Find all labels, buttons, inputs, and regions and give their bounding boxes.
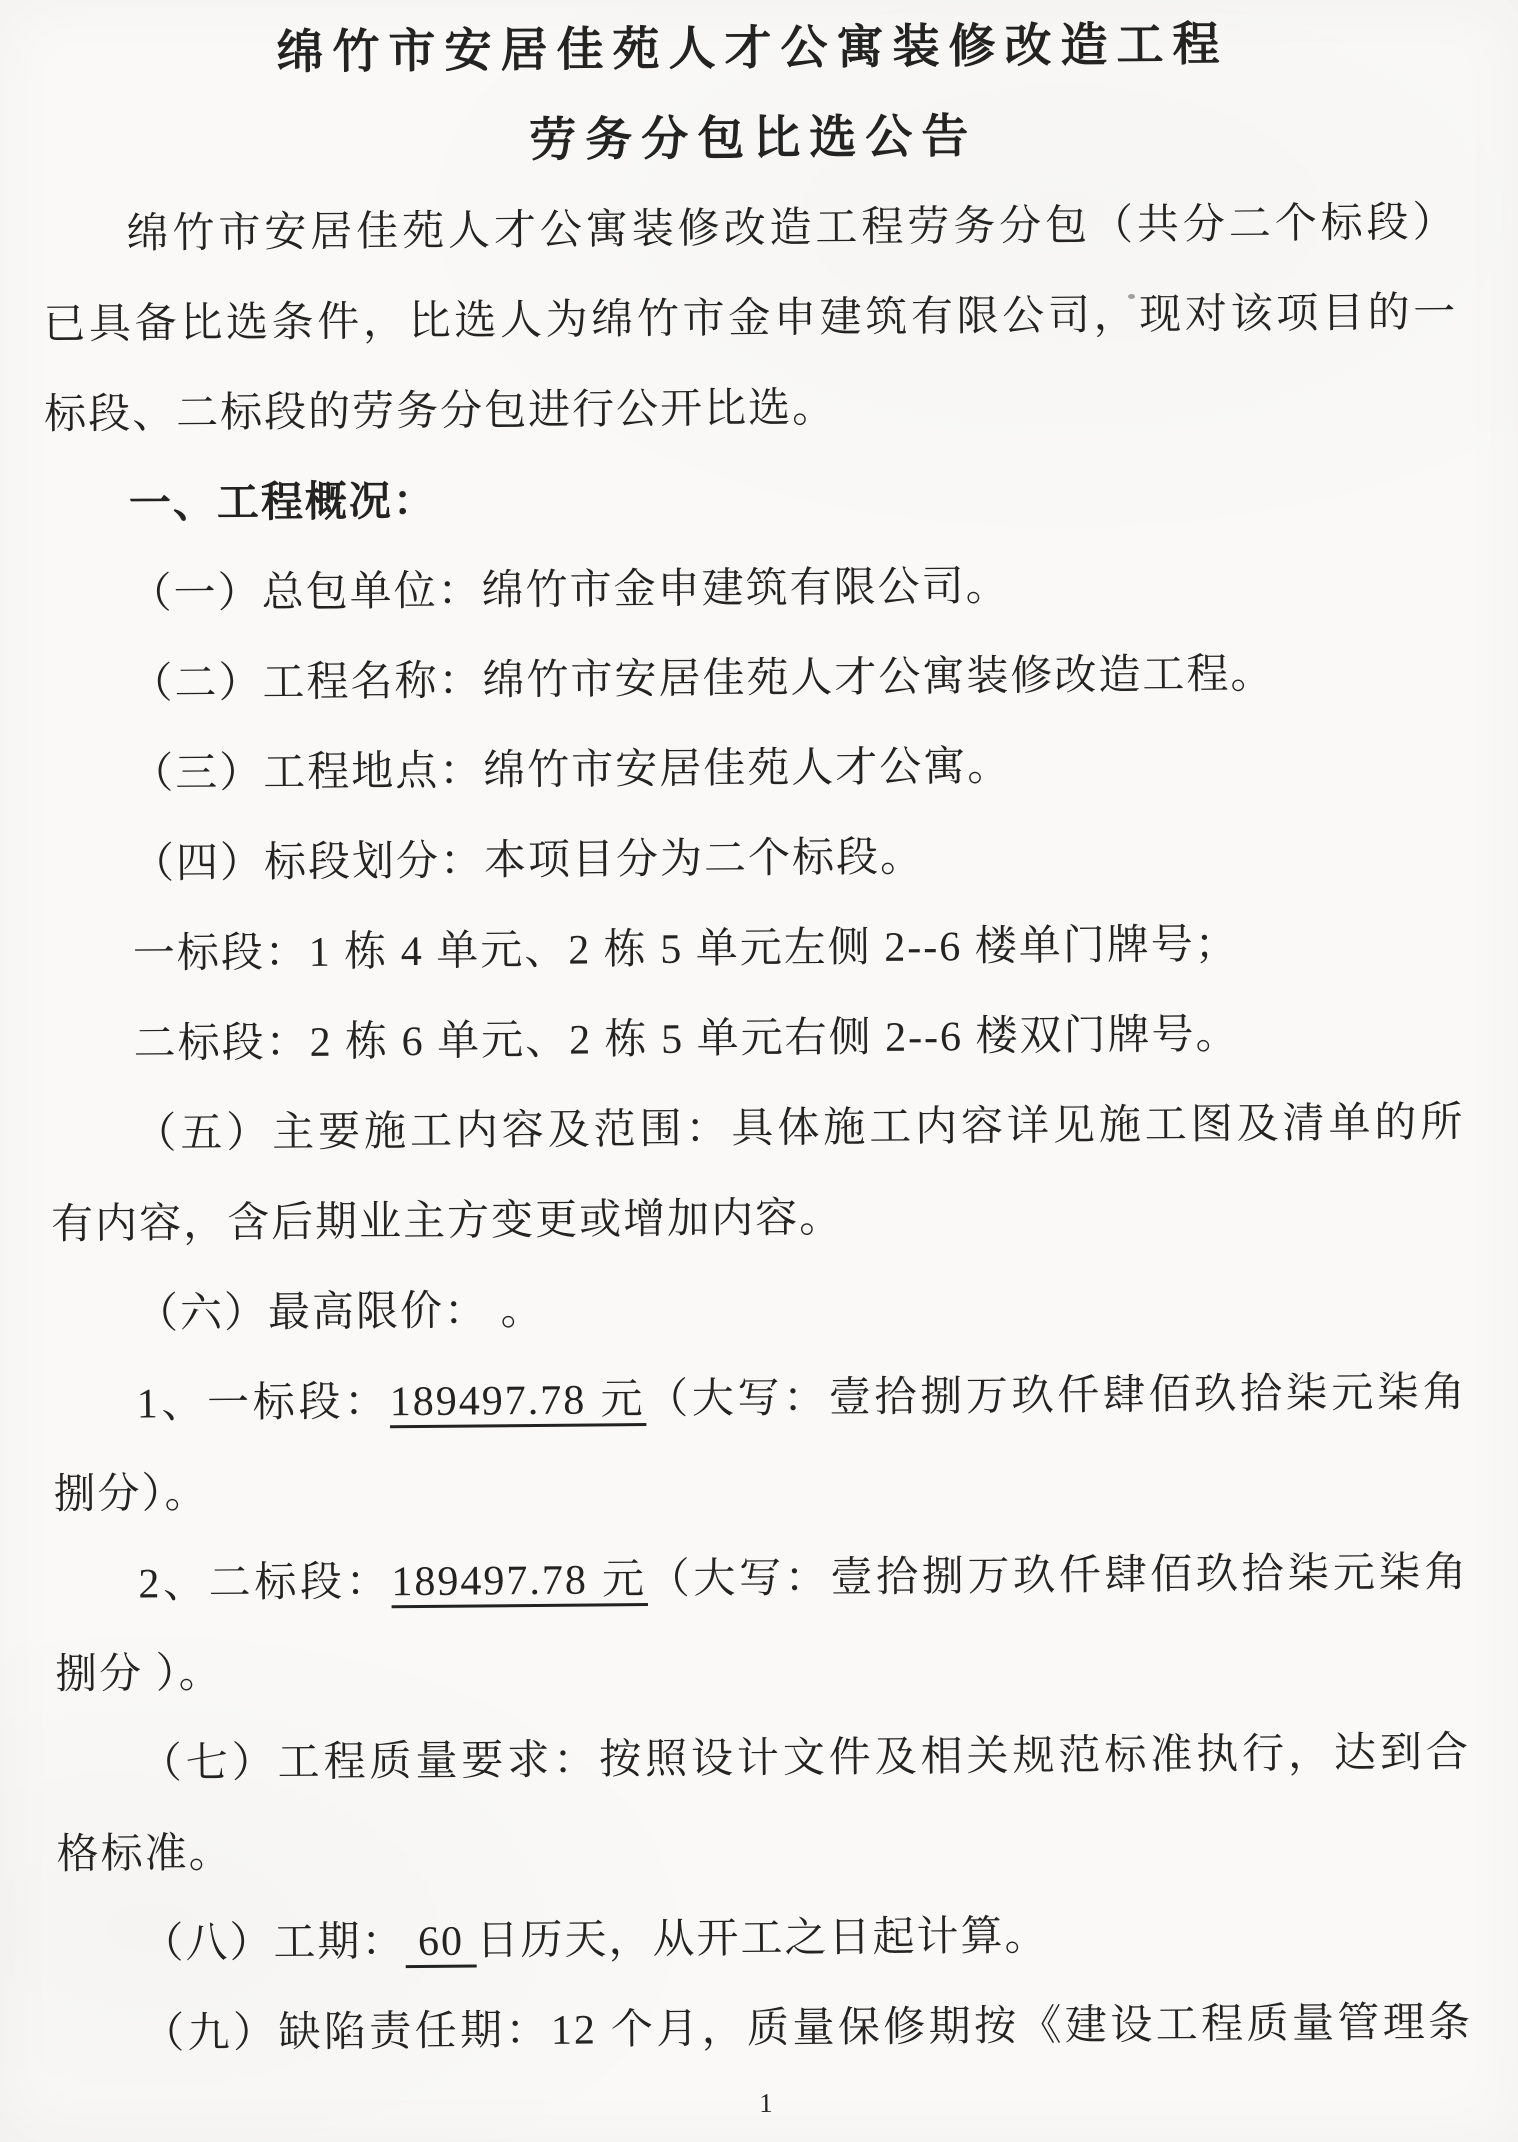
doc-title-line1: 绵竹市安居佳苑人才公寓装修改造工程 <box>276 18 1229 80</box>
item-location: （三）工程地点：绵竹市安居佳苑人才公寓。 <box>131 743 1012 798</box>
duration-suffix: 日历天，从开工之日起计算。 <box>476 1913 1049 1965</box>
item-project-name: （二）工程名称：绵竹市安居佳苑人才公寓装修改造工程。 <box>130 651 1275 708</box>
item-duration <box>57 1888 1472 1990</box>
price-line-section1-cont: 捌分）。 <box>53 1470 209 1519</box>
item-construction-content-line1: （五）主要施工内容及范围：具体施工内容详见施工图及清单的所 <box>134 1099 1465 1158</box>
item-section-division: （四）标段划分：本项目分为二个标段。 <box>131 834 925 888</box>
price-line-section2 <box>54 1528 1469 1630</box>
item-contractor: （一）总包单位：绵竹市金申建筑有限公司。 <box>129 563 1010 618</box>
duration-value-underlined: 60 <box>405 1918 477 1966</box>
item-defect-liability: （九）缺陷责任期：12 个月，质量保修期按《建设工程质量管理条 <box>142 1999 1473 2058</box>
item-max-price-heading: （六）最高限价： 。 <box>135 1287 545 1338</box>
intro-line-1: 绵竹市安居佳苑人才公寓装修改造工程劳务分包（共分二个标段） <box>126 199 1457 258</box>
price-section2-label: 2、二标段： <box>138 1559 392 1608</box>
item-construction-content-line2: 有内容，含后期业主方变更或增加内容。 <box>50 1195 844 1249</box>
price-section1-words: （大写：壹拾捌万玖仟肆佰玖拾柒元柒角 <box>645 1369 1467 1424</box>
item-quality-line2: 格标准。 <box>56 1830 233 1879</box>
item-section1-scope: 一标段：1 栋 4 单元、2 栋 5 单元左侧 2--6 楼单门牌号； <box>132 921 1239 978</box>
item-section2-scope: 二标段：2 栋 6 单元、2 栋 5 单元右侧 2--6 楼双门牌号。 <box>133 1011 1240 1068</box>
page-number: 1 <box>758 2087 773 2119</box>
item-quality-line1: （七）工程质量要求：按照设计文件及相关规范标准执行，达到合 <box>139 1729 1471 1788</box>
intro-line-2: 已具备比选条件，比选人为绵竹市金申建筑有限公司，现对该项目的一 <box>43 289 1458 349</box>
price-section1-label: 1、一标段： <box>136 1379 391 1428</box>
price-section1-amount-underlined: 189497.78 元 <box>389 1377 647 1426</box>
price-section2-words: （大写：壹拾捌万玖仟肆佰玖拾柒元柒角 <box>647 1549 1469 1603</box>
doc-title-line2: 劳务分包比选公告 <box>529 111 978 167</box>
overview-heading: 一、工程概况： <box>128 478 438 528</box>
intro-line-3: 标段、二标段的劳务分包进行公开比选。 <box>43 385 837 439</box>
price-line-section1 <box>52 1348 1467 1450</box>
price-line-section2-cont: 捌分 ）。 <box>54 1650 223 1699</box>
price-section2-amount-underlined: 189497.78 元 <box>391 1556 648 1606</box>
duration-label: （八）工期： <box>141 1919 406 1968</box>
